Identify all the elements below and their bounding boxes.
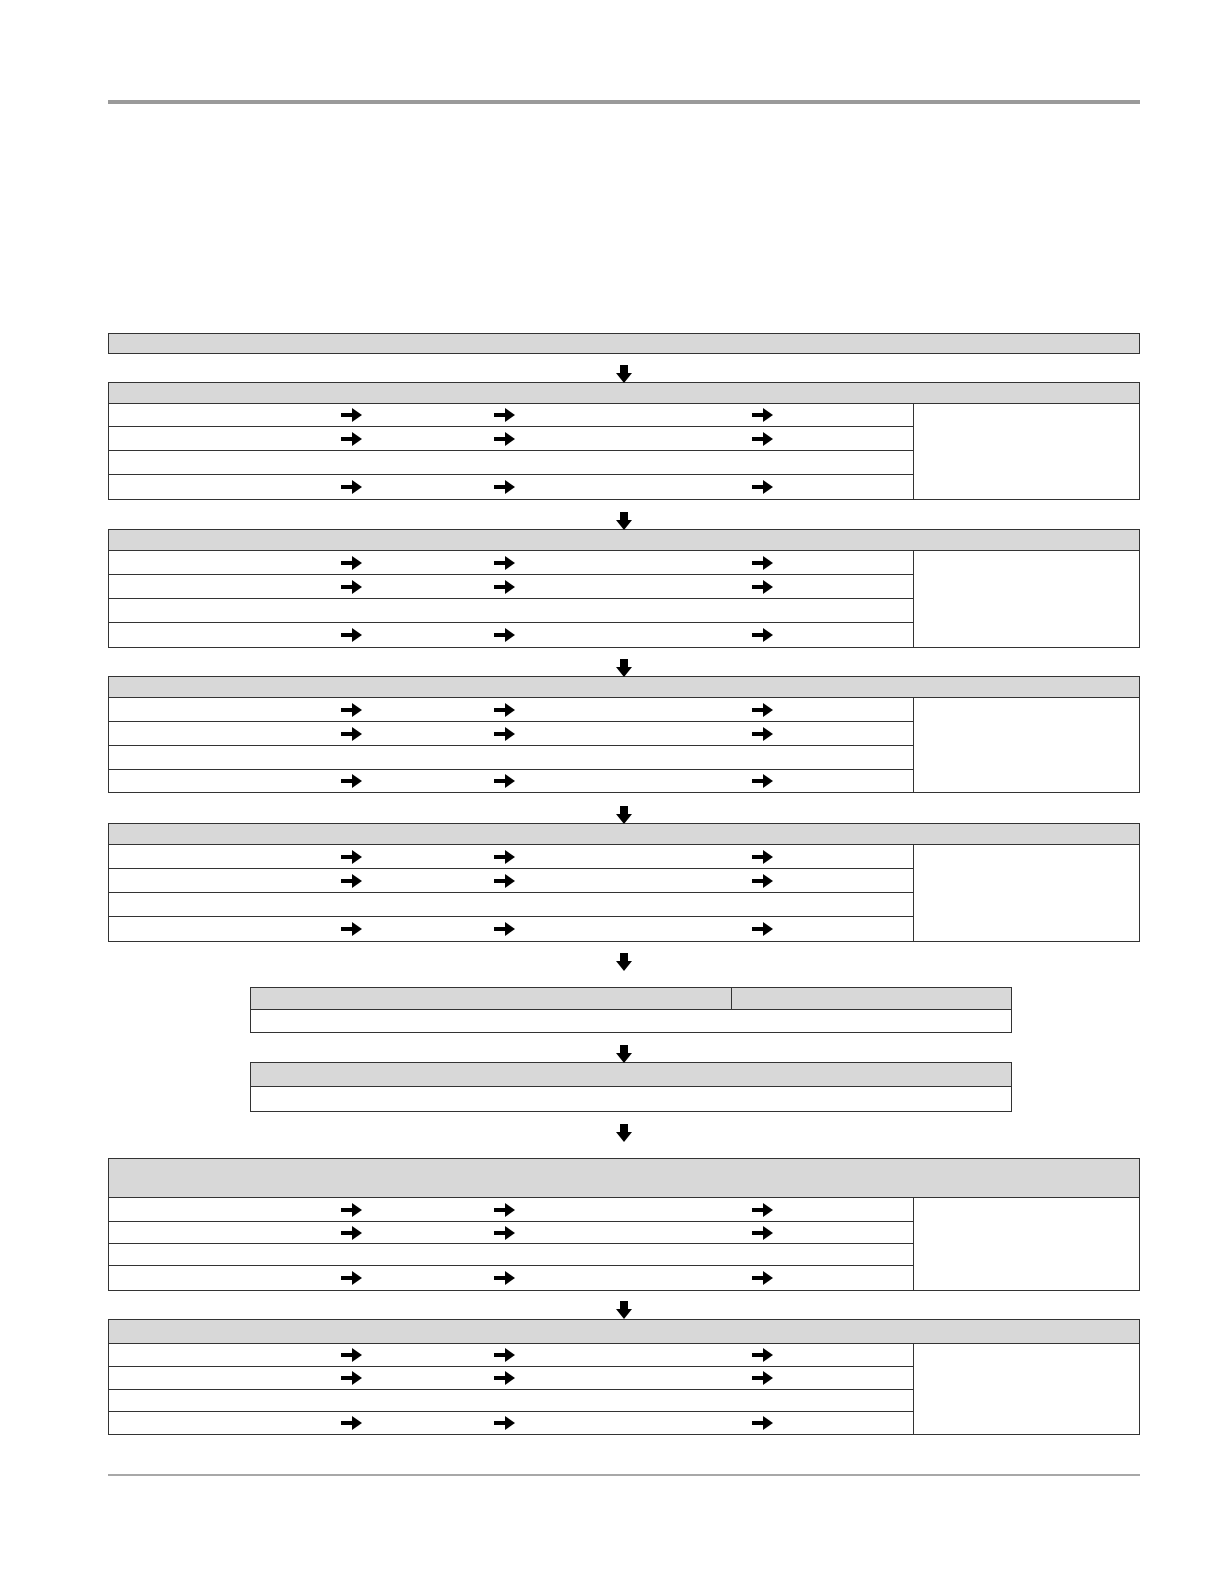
right-arrow-icon [494, 1416, 515, 1430]
right-arrow-icon [494, 850, 515, 864]
right-arrow-icon [752, 1371, 773, 1385]
flow-row [109, 1244, 913, 1266]
right-arrow-icon [341, 1226, 362, 1240]
summary-box-1-right-cell [732, 988, 1011, 1009]
flow-section-header [109, 383, 1139, 404]
right-arrow-icon [752, 1348, 773, 1362]
down-arrow-icon [616, 1124, 632, 1142]
right-arrow-icon [494, 922, 515, 936]
right-arrow-icon [341, 774, 362, 788]
right-arrow-icon [341, 432, 362, 446]
right-arrow-icon [494, 1226, 515, 1240]
flow-row [109, 917, 913, 941]
flow-section-rows [109, 1344, 914, 1434]
right-arrow-icon [752, 1416, 773, 1430]
right-arrow-icon [752, 774, 773, 788]
top-rule [108, 100, 1140, 104]
right-arrow-icon [752, 628, 773, 642]
flow-section-header [109, 824, 1139, 845]
right-arrow-icon [341, 628, 362, 642]
right-arrow-icon [494, 1348, 515, 1362]
flow-row [109, 1390, 913, 1412]
flow-section-1 [108, 382, 1140, 500]
flow-row [109, 1412, 913, 1434]
summary-box-2-head-cell [251, 1063, 1011, 1086]
down-arrow-icon [616, 512, 632, 530]
down-arrow-icon [616, 806, 632, 824]
flow-row [109, 599, 913, 623]
top-banner [108, 333, 1140, 354]
right-arrow-icon [494, 1203, 515, 1217]
flow-row [109, 1198, 913, 1222]
flow-section-rows [109, 845, 914, 941]
flow-section-rows [109, 698, 914, 792]
right-arrow-icon [752, 580, 773, 594]
flow-row [109, 770, 913, 792]
flow-section-side-cell [914, 1198, 1139, 1290]
right-arrow-icon [341, 922, 362, 936]
right-arrow-icon [341, 1348, 362, 1362]
flow-section-header [109, 1320, 1139, 1344]
right-arrow-icon [494, 556, 515, 570]
right-arrow-icon [494, 774, 515, 788]
flow-section-header [109, 677, 1139, 698]
right-arrow-icon [752, 480, 773, 494]
flow-section-rows [109, 1198, 914, 1290]
right-arrow-icon [752, 703, 773, 717]
flow-row [109, 1367, 913, 1390]
right-arrow-icon [341, 556, 362, 570]
down-arrow-icon [616, 659, 632, 677]
flow-row [109, 623, 913, 647]
flow-row [109, 845, 913, 869]
summary-box-1-body [251, 1010, 1011, 1032]
flow-row [109, 1222, 913, 1244]
flow-section-side-cell [914, 698, 1139, 792]
right-arrow-icon [752, 408, 773, 422]
right-arrow-icon [494, 1371, 515, 1385]
right-arrow-icon [341, 580, 362, 594]
flow-row [109, 404, 913, 427]
right-arrow-icon [341, 874, 362, 888]
flow-row [109, 698, 913, 722]
right-arrow-icon [752, 850, 773, 864]
summary-box-2-head [251, 1063, 1011, 1087]
flow-row [109, 722, 913, 746]
down-arrow-icon [616, 953, 632, 971]
flow-row [109, 451, 913, 475]
flow-row [109, 427, 913, 451]
right-arrow-icon [494, 628, 515, 642]
right-arrow-icon [494, 480, 515, 494]
flow-section-side-cell [914, 845, 1139, 941]
right-arrow-icon [341, 703, 362, 717]
flow-section-4 [108, 823, 1140, 942]
down-arrow-icon [616, 1045, 632, 1063]
flow-row [109, 475, 913, 499]
right-arrow-icon [341, 727, 362, 741]
bottom-rule [108, 1474, 1140, 1476]
flow-row [109, 746, 913, 770]
summary-box-1 [250, 987, 1012, 1033]
flow-section-side-cell [914, 404, 1139, 499]
right-arrow-icon [341, 1371, 362, 1385]
right-arrow-icon [494, 703, 515, 717]
summary-box-1-left-cell [251, 988, 732, 1009]
flow-section-header [109, 530, 1139, 551]
flow-section-rows [109, 551, 914, 647]
right-arrow-icon [494, 408, 515, 422]
right-arrow-icon [494, 874, 515, 888]
down-arrow-icon [616, 1301, 632, 1319]
right-arrow-icon [752, 432, 773, 446]
right-arrow-icon [494, 1271, 515, 1285]
flow-section-side-cell [914, 1344, 1139, 1434]
flow-section-2 [108, 529, 1140, 648]
flow-section-6 [108, 1319, 1140, 1435]
summary-box-2 [250, 1062, 1012, 1112]
right-arrow-icon [494, 727, 515, 741]
flow-row [109, 869, 913, 893]
flow-row [109, 893, 913, 917]
right-arrow-icon [494, 432, 515, 446]
flow-section-header [109, 1159, 1139, 1198]
flow-section-side-cell [914, 551, 1139, 647]
flow-section-5 [108, 1158, 1140, 1291]
right-arrow-icon [341, 408, 362, 422]
summary-box-1-head [251, 988, 1011, 1010]
flow-section-3 [108, 676, 1140, 793]
right-arrow-icon [494, 580, 515, 594]
right-arrow-icon [752, 727, 773, 741]
right-arrow-icon [341, 1203, 362, 1217]
right-arrow-icon [752, 874, 773, 888]
right-arrow-icon [752, 1271, 773, 1285]
right-arrow-icon [752, 1226, 773, 1240]
down-arrow-icon [616, 365, 632, 383]
right-arrow-icon [752, 922, 773, 936]
flow-section-rows [109, 404, 914, 499]
right-arrow-icon [341, 850, 362, 864]
right-arrow-icon [341, 480, 362, 494]
flow-row [109, 551, 913, 575]
right-arrow-icon [752, 1203, 773, 1217]
right-arrow-icon [341, 1416, 362, 1430]
right-arrow-icon [341, 1271, 362, 1285]
right-arrow-icon [752, 556, 773, 570]
flow-row [109, 575, 913, 599]
flow-row [109, 1344, 913, 1367]
flow-row [109, 1266, 913, 1290]
summary-box-2-body [251, 1087, 1011, 1111]
